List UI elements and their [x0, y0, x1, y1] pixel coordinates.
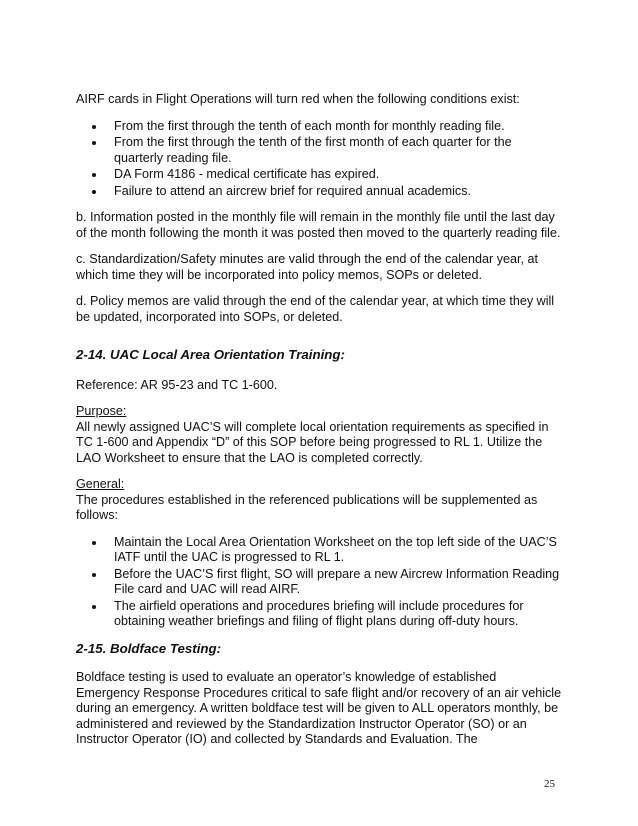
list-item: Failure to attend an aircrew brief for required annual academics.: [114, 184, 562, 200]
purpose-text: All newly assigned UAC’S will complete local orientation requirements as specified in TC 1-600 and Appendix “D” of this SOP before being progressed to RL 1. Utilize the LAO Worksheet to ensure that the LAO is completed correctly.: [76, 419, 549, 465]
paragraph-d: d. Policy memos are valid through the end of the calendar year, at which time they will be updated, incorporated into SOPs, or deleted.: [76, 294, 555, 324]
purpose-label: Purpose:: [76, 404, 127, 418]
list-item: Before the UAC’S first flight, SO will prepare a new Aircrew Information Reading File card and UAC will read AIRF.: [114, 567, 562, 598]
general-text: The procedures established in the referenced publications will be supplemented as follows:: [76, 492, 538, 522]
general-block: [76, 477, 562, 524]
list-item: Maintain the Local Area Orientation Worksheet on the top left side of the UAC’S IATF until the UAC is progressed to RL 1.: [114, 535, 562, 566]
lao-procedures-list: [76, 535, 562, 630]
airf-intro: AIRF cards in Flight Operations will turn red when the following conditions exist:: [76, 92, 520, 106]
purpose-block: [76, 404, 562, 466]
document-body: [76, 92, 562, 759]
boldface-text: Boldface testing is used to evaluate an operator’s knowledge of established Emergency Response Procedures critical to safe flight and/or recovery of an air vehicle during an emergency. A written boldface test will be given to ALL operators monthly, be administered and reviewed by the Standardization Instructor Operator (SO) or an Instructor Operator (IO) and collected by Standards and Evaluation. The: [76, 670, 562, 746]
general-label: General:: [76, 477, 125, 491]
paragraph-c: c. Standardization/Safety minutes are valid through the end of the calendar year, at which time they will be incorporated into policy memos, SOPs or deleted.: [76, 252, 539, 282]
list-item: From the first through the tenth of each month for monthly reading file.: [114, 119, 562, 135]
reference-text: Reference: AR 95-23 and TC 1-600.: [76, 377, 278, 392]
list-item: DA Form 4186 - medical certificate has expired.: [114, 167, 562, 183]
page-number: 25: [544, 778, 555, 790]
list-item: The airfield operations and procedures briefing will include procedures for obtaining weather briefings and filing of flight plans during off-duty hours.: [114, 599, 562, 630]
list-item: From the first through the tenth of the first month of each quarter for the quarterly reading file.: [114, 135, 562, 166]
paragraph-b: b. Information posted in the monthly file will remain in the monthly file until the last day of the month following the month it was posted then moved to the quarterly reading file.: [76, 210, 561, 240]
section-heading-2-14: 2-14. UAC Local Area Orientation Training:: [76, 347, 345, 362]
section-heading-2-15: 2-15. Boldface Testing:: [76, 640, 222, 656]
airf-conditions-list: [76, 119, 562, 200]
